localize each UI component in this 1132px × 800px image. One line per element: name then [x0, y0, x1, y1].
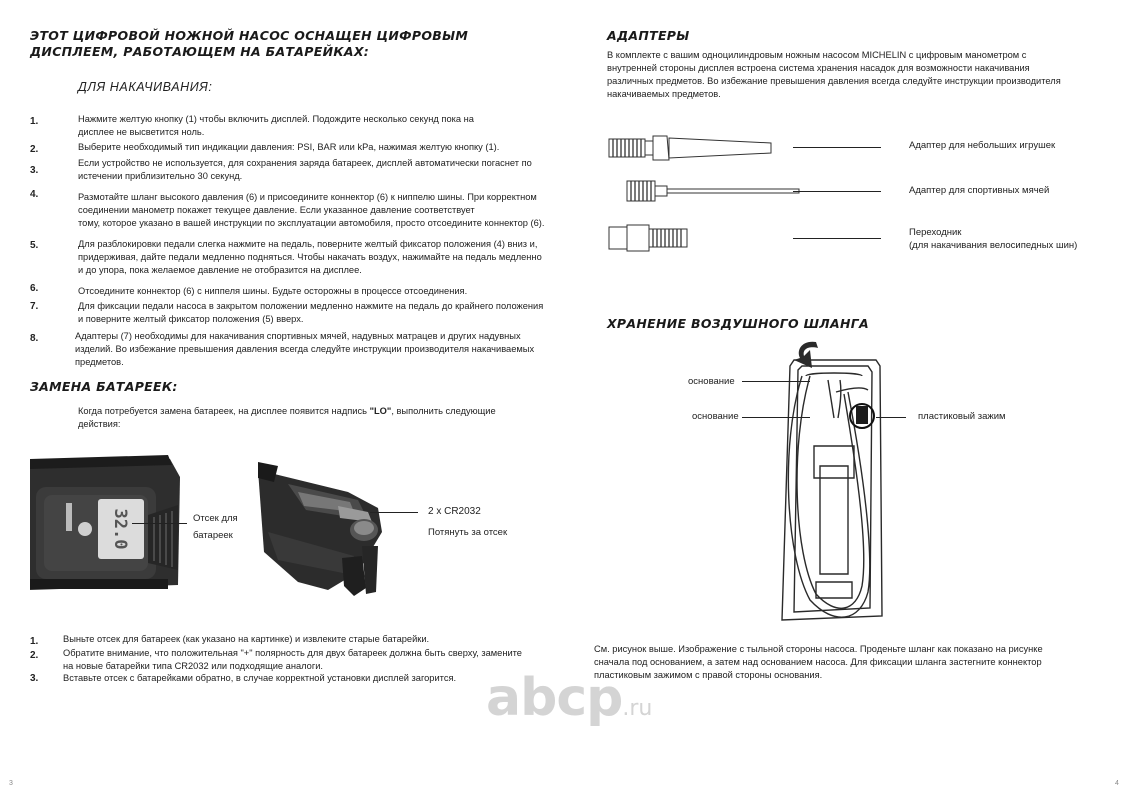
- adapter-sport-balls-icon: [607, 178, 802, 204]
- adapters-heading: АДАПТЕРЫ: [607, 28, 690, 43]
- step-line: Нажмите желтую кнопку (1) чтобы включить дисплей. Подождите несколько секунд пока на: [78, 114, 474, 124]
- step-line: тому, которое указано в вашей инструкции по эксплуатации автомобиля, просто отсоедините коннектор (6).: [78, 218, 545, 228]
- adapter-small-toys-label: Адаптер для небольших игрушек: [909, 140, 1056, 151]
- battery-intro-line-2: действия:: [78, 419, 121, 429]
- adapter-sport-balls-image: [607, 178, 802, 204]
- battery-step-number: 2.: [30, 650, 39, 661]
- main-title: [30, 28, 468, 60]
- base-1-line: [742, 381, 810, 382]
- watermark-suffix: .ru: [622, 696, 653, 721]
- step-line: Адаптеры (7) необходимы для накачивания спортивных мячей, надувных матрацев и других надувных: [75, 331, 521, 341]
- main-title-line-1: ЭТОТ ЦИФРОВОЙ НОЖНОЙ НАСОС ОСНАЩЕН ЦИФРОВЫМ: [30, 28, 469, 43]
- pull-compartment-label: Потянуть за отсек: [428, 527, 508, 538]
- page-number-right: 4: [1115, 780, 1119, 787]
- adapter-small-toys-icon: [607, 133, 775, 163]
- hose-instructions-line: См. рисунок выше. Изображение с тыльной стороны насоса. Проденьте шланг как показано на рисунке: [594, 644, 1043, 654]
- bike-adapter-label-line: (для накачивания велосипедных шин): [909, 240, 1078, 251]
- battery-intro-text: Когда потребуется замена батареек, на дисплее появится надпись: [78, 406, 370, 416]
- hose-instructions: [594, 643, 1043, 682]
- adapters-intro-line: накачиваемых предметов.: [607, 89, 721, 99]
- battery-step-text: [63, 633, 429, 646]
- compartment-label: [193, 513, 238, 541]
- pump-display-photo: [30, 455, 182, 603]
- battery-intro-text: , выполнить следующие: [391, 406, 496, 416]
- adapter-sport-balls-label: Адаптер для спортивных мячей: [909, 185, 1050, 196]
- adapters-intro-line: внутренней стороны дисплея встроена система хранения насадок для возможности накачивания: [607, 63, 1030, 73]
- adapter-3-line: [793, 238, 881, 239]
- bike-adapter-icon: [607, 222, 689, 254]
- step-text: [75, 330, 534, 369]
- step-line: предметов.: [75, 357, 124, 367]
- battery-step-text: [63, 647, 522, 673]
- battery-step-line: Обратите внимание, что положительная "+" полярность для двух батареек должна быть сверху, замените: [63, 648, 522, 658]
- battery-intro-line-1: [78, 405, 496, 418]
- hose-storage-heading: ХРАНЕНИЕ ВОЗДУШНОГО ШЛАНГА: [607, 316, 869, 331]
- step-line: истечении приблизительно 30 секунд.: [78, 171, 243, 181]
- step-number: 8.: [30, 333, 39, 344]
- step-line: Для разблокировки педали слегка нажмите на педаль, поверните желтый фиксатор положения (4) вниз и,: [78, 239, 538, 249]
- abcp-watermark: [486, 668, 652, 728]
- step-text: [78, 300, 543, 326]
- battery-heading: ЗАМЕНА БАТАРЕЕК:: [30, 379, 178, 394]
- step-line: и поверните желтый фиксатор положения (5) вверх.: [78, 314, 304, 324]
- adapters-intro: [607, 49, 1061, 101]
- step-text: [78, 157, 532, 183]
- step-text: [78, 191, 544, 230]
- hose-storage-illustration: [750, 336, 910, 626]
- battery-step-line: на новые батарейки типа CR2032 или подходящие аналоги.: [63, 661, 324, 671]
- base-label-2: основание: [692, 411, 739, 422]
- step-line: Размотайте шланг высокого давления (6) и присоедините коннектор (6) к ниппелю шины. При корректном: [78, 192, 537, 202]
- battery-type-label: 2 x CR2032: [428, 506, 481, 517]
- step-line: соединении манометр покажет текущее давление. Если указанное давление соответствует: [78, 205, 475, 215]
- hose-instructions-line: сначала под основанием, а затем над основанием насоса. Для фиксации шланга застегните коннектор: [594, 657, 1042, 667]
- hose-instructions-line: пластиковым зажимом с правой стороны основания.: [594, 670, 823, 680]
- pump-side-photo: [258, 462, 410, 602]
- compartment-label-line: батареек: [193, 530, 233, 541]
- step-line: Если устройство не используется, для сохранения заряда батареек, дисплей автоматически погаснет по: [78, 158, 532, 168]
- step-number: 3.: [30, 165, 39, 176]
- pump-display-illustration: [30, 455, 182, 603]
- step-line: дисплее не высветится ноль.: [78, 127, 205, 137]
- battery-step-line: Выньте отсек для батареек (как указано на картинке) и извлеките старые батарейки.: [63, 634, 430, 644]
- lo-indicator-text: "LO": [369, 406, 392, 416]
- step-line: изделий. Во избежание превышения давления всегда следуйте инструкции производителя накачиваемых: [75, 344, 535, 354]
- battery-step-number: 1.: [30, 636, 39, 647]
- battery-step-line: Вставьте отсек с батарейками обратно, в случае корректной установки дисплей загорится.: [63, 673, 457, 683]
- adapter-1-line: [793, 147, 881, 148]
- display-readout: 32.0: [110, 508, 130, 550]
- step-text: [78, 113, 474, 139]
- plastic-clamp-label: пластиковый зажим: [918, 411, 1006, 422]
- battery-step-text: [63, 672, 456, 685]
- step-text: [78, 238, 542, 277]
- adapter-2-line: [793, 191, 881, 192]
- watermark-text: abcp: [486, 668, 623, 728]
- bike-adapter-label: [909, 226, 1077, 252]
- step-number: 6.: [30, 283, 39, 294]
- adapters-intro-line: В комплекте с вашим одноцилиндровым ножным насосом MICHELIN с цифровым манометром с: [607, 50, 1027, 60]
- pump-side-illustration: [258, 462, 410, 602]
- step-line: Выберите необходимый тип индикации давления: PSI, BAR или kPa, нажимая желтую кнопку (1).: [78, 142, 500, 152]
- base-label-1: основание: [688, 376, 735, 387]
- step-text: [78, 141, 499, 154]
- step-line: Отсоедините коннектор (6) с ниппеля шины. Будьте осторожны в процессе отсоединения.: [78, 286, 468, 296]
- step-number: 2.: [30, 144, 39, 155]
- compartment-leader-line: [132, 523, 187, 524]
- hose-storage-diagram: [750, 336, 910, 626]
- main-title-line-2: ДИСПЛЕЕМ, РАБОТАЮЩЕМ НА БАТАРЕЙКАХ:: [30, 44, 370, 59]
- step-number: 4.: [30, 189, 39, 200]
- step-line: придерживая, дайте педали медленно подняться. Чтобы накачать воздух, нажимайте на педаль медленно: [78, 252, 542, 262]
- bike-adapter-label-line: Переходник: [909, 227, 962, 238]
- step-number: 7.: [30, 301, 39, 312]
- step-line: и до упора, пока желаемое давление не отобразится на дисплее.: [78, 265, 362, 275]
- step-line: Для фиксации педали насоса в закрытом положении медленно нажмите на педаль до крайнего положения: [78, 301, 544, 311]
- base-2-line: [742, 417, 810, 418]
- bike-adapter-image: [607, 222, 689, 254]
- step-number: 5.: [30, 240, 39, 251]
- clamp-line: [876, 417, 906, 418]
- battery-intro: [78, 405, 496, 431]
- page-number-left: 3: [9, 780, 13, 787]
- adapter-small-toys-image: [607, 133, 775, 163]
- inflate-heading: ДЛЯ НАКАЧИВАНИЯ:: [78, 80, 213, 94]
- step-number: 1.: [30, 116, 39, 127]
- adapters-intro-line: различных предметов. Во избежание превышения давления всегда следуйте инструкции производителя: [607, 76, 1061, 86]
- battery-type-leader-line: [370, 512, 418, 513]
- compartment-label-line: Отсек для: [193, 513, 238, 524]
- step-text: [78, 285, 467, 298]
- battery-step-number: 3.: [30, 673, 39, 684]
